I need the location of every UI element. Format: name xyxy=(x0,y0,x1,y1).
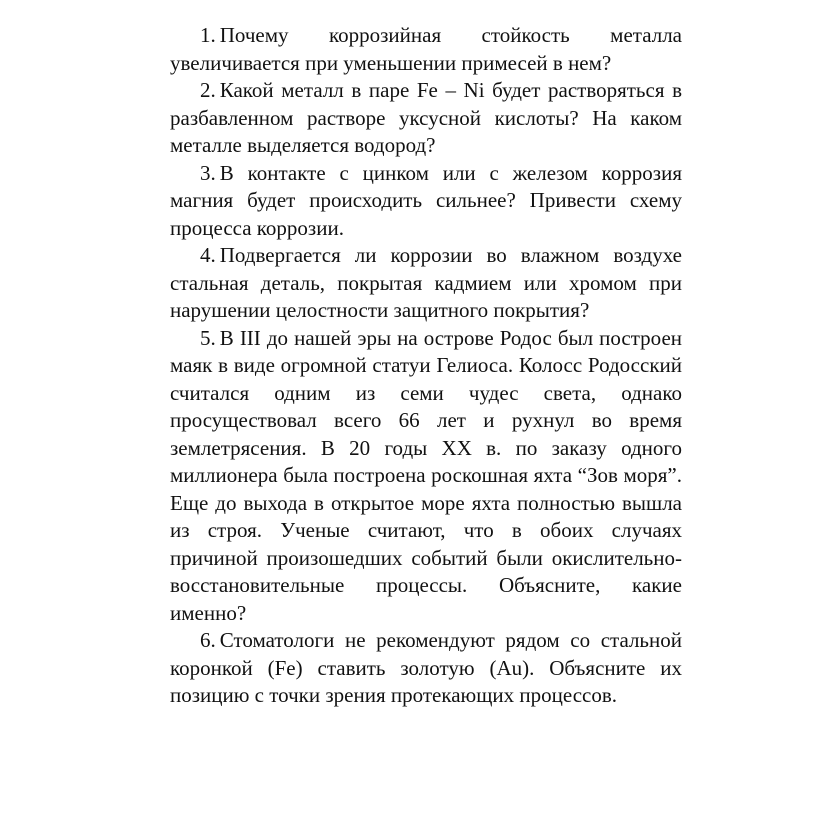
question-number: 5 . xyxy=(200,326,216,350)
question-text: Почему коррозийная стойкость металла увеличивается при уменьшении примесей в нем? xyxy=(170,23,682,75)
question-text: Подвергается ли коррозии во влажном воздухе стальная деталь, покрытая кадмием или хромом при нарушении целостности защитного покрытия? xyxy=(170,243,682,322)
question-5 xyxy=(170,325,682,628)
question-6 xyxy=(170,627,682,710)
question-text: В III до нашей эры на острове Родос был построен маяк в виде огромной статуи Гелиоса. Колосс Родосский считался одним из семи чудес света, однако просуществовал всего 66 лет и рухнул во время землетрясения. В 20 годы XX в. по заказу одного миллионера была построена роскошная яхта “Зов моря”. Еще до выхода в открытое море яхта полностью вышла из строя. Ученые считают, что в обоих случаях причиной произошедших событий были окислительно-восстановительные процессы. Объясните, какие именно? xyxy=(170,325,682,625)
question-4 xyxy=(170,242,682,325)
question-list xyxy=(170,22,682,710)
question-text: В контакте с цинком или с железом коррозия магния будет происходить сильнее? Привести схему процесса коррозии. xyxy=(170,160,682,240)
question-1 xyxy=(170,22,682,77)
question-number: 6 . xyxy=(200,628,216,652)
question-3 xyxy=(170,160,682,243)
question-text: Какой металл в паре Fe – Ni будет растворяться в разбавленном растворе уксусной кислоты? На каком металле выделяется водород? xyxy=(170,78,682,157)
question-number: 1 . xyxy=(200,23,216,47)
question-number: 2 . xyxy=(200,78,216,102)
question-2 xyxy=(170,77,682,160)
question-number: 3 . xyxy=(200,161,216,185)
question-number: 4 . xyxy=(200,243,216,267)
question-text: Стоматологи не рекомендуют рядом со стальной коронкой (Fe) ставить золотую (Au). Объясните их позицию с точки зрения протекающих процессов. xyxy=(170,628,682,707)
